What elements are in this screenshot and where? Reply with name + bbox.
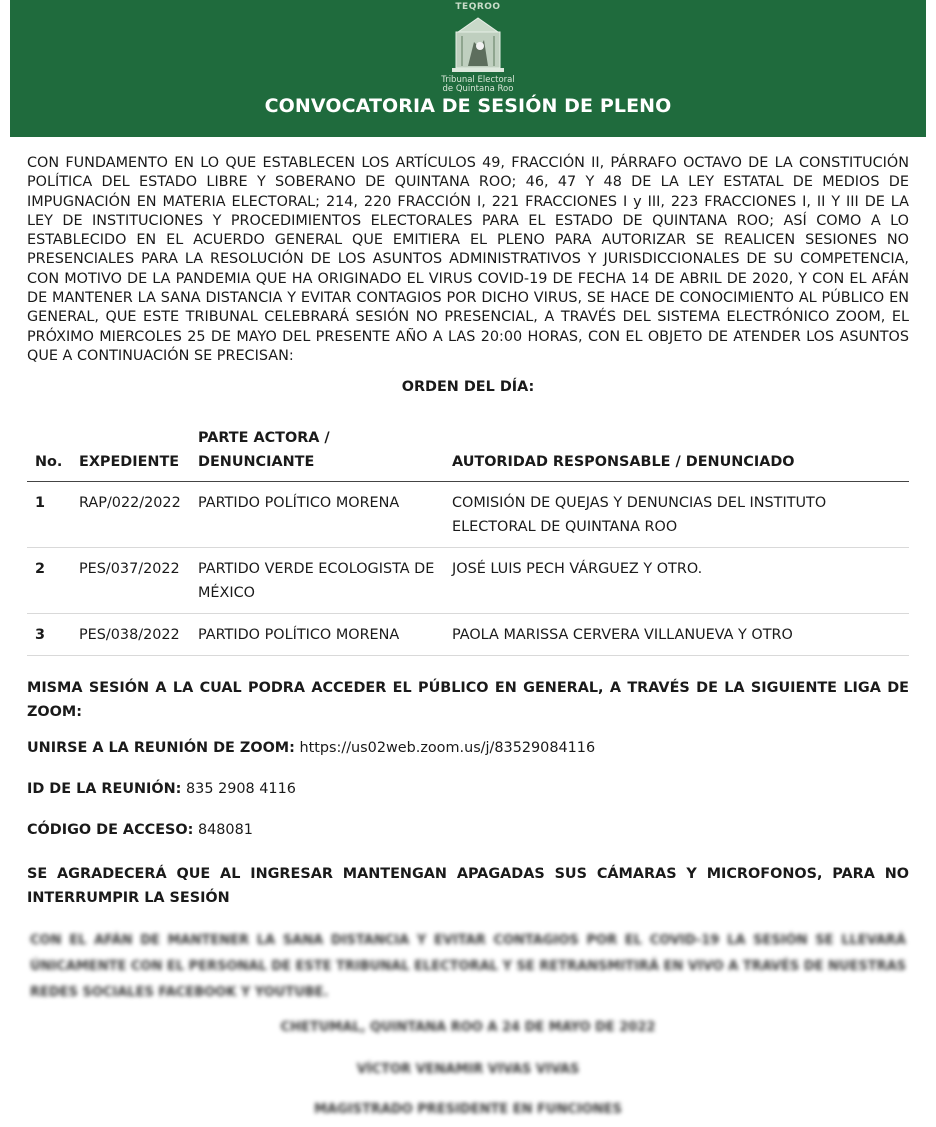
tribunal-logo [424,2,532,94]
zoom-code-value: 848081 [197,822,253,838]
blurred-paragraph: CON EL AFÁN DE MANTENER LA SANA DISTANCIA Y EVITAR CONTAGIOS POR EL COVID-19 LA SESIÓN SE LLEVARÁ ÚNICAMENTE CON EL PERSONAL DE ESTE TRIBUNAL ELECTORAL Y SE RETRANSMITIRÁ EN VIVO A TRAVÉS DE NUESTRAS REDES SOCIALES FACEBOOK Y YOUTUBE. [30,933,906,1000]
row-autoridad: JOSÉ LUIS PECH VÁRGUEZ Y OTRO. [452,561,703,577]
row-no: 3 [35,627,46,643]
row-divider [27,547,909,548]
intro-paragraph: CON FUNDAMENTO EN LO QUE ESTABLECEN LOS ARTÍCULOS 49, FRACCIÓN II, PÁRRAFO OCTAVO DE LA CONSTITUCIÓN POLÍTICA DEL ESTADO LIBRE Y SOBERANO DE QUINTANA ROO; 46, 47 Y 48 DE LA LEY ESTATAL DE MEDIOS DE IMPUGNACIÓN EN MATERIA ELECTORAL; 214, 220 FRACCIÓN I, 221 FRACCIONES I y III, 223 FRACCIONES I, II Y III DE LA LEY DE INSTITUCIONES Y PROCEDIMIENTOS ELECTORALES PARA EL ESTADO DE QUINTANA ROO; ASÍ COMO A LO ESTABLECIDO EN EL ACUERDO GENERAL QUE EMITIERA EL PLENO PARA AUTORIZAR SE REALICEN SESIONES NO PRESENCIALES PARA LA RESOLUCIÓN DE LOS ASUNTOS ADMINISTRATIVOS Y JURISDICCIONALES DE SU COMPETENCIA, CON MOTIVO DE LA PANDEMIA QUE HA ORIGINADO EL VIRUS COVID-19 DE FECHA 14 DE ABRIL DE 2020, Y CON EL AFÁN DE MANTENER LA SANA DISTANCIA Y EVITAR CONTAGIOS POR DICHO VIRUS, SE HACE DE CONOCIMIENTO AL PÚBLICO EN GENERAL, QUE ESTE TRIBUNAL CELEBRARÁ SESIÓN NO PRESENCIAL, A TRAVÉS DEL SISTEMA ELECTRÓNICO ZOOM, EL PRÓXIMO MIERCOLES 25 DE MAYO DEL PRESENTE AÑO A LAS 20:00 HORAS, CON EL OBJETO DE ATENDER LOS ASUNTOS QUE A CONTINUACIÓN SE PRECISAN: [27,155,909,364]
blurred-signer: VÍCTOR VENAMIR VIVAS VIVAS [356,1062,580,1077]
header-autoridad: AUTORIDAD RESPONSABLE / DENUNCIADO [452,454,795,470]
blurred-footer [0,918,936,1127]
camera-note: SE AGRADECERÁ QUE AL INGRESAR MANTENGAN APAGADAS SUS CÁMARAS Y MICROFONOS, PARA NO INTERRUMPIR LA SESIÓN [27,866,909,906]
row-expediente: PES/038/2022 [79,627,180,643]
page-title: CONVOCATORIA DE SESIÓN DE PLENO [264,95,672,117]
agenda-title: ORDEN DEL DÍA: [401,379,535,395]
header-divider [27,481,909,482]
row-expediente: RAP/022/2022 [79,495,181,511]
row-no: 1 [35,495,46,511]
zoom-id-line [27,781,909,797]
row-autoridad: PAOLA MARISSA CERVERA VILLANUEVA Y OTRO [452,627,793,643]
row-expediente: PES/037/2022 [79,561,180,577]
header-expediente: EXPEDIENTE [79,454,180,470]
row-no: 2 [35,561,46,577]
zoom-id-label: ID DE LA REUNIÓN: [27,781,182,797]
header-actora-2: DENUNCIANTE [198,454,315,470]
zoom-id-value: 835 2908 4116 [186,781,296,797]
row-divider [27,613,909,614]
zoom-code-label: CÓDIGO DE ACCESO: [27,822,194,838]
blurred-role: MAGISTRADO PRESIDENTE EN FUNCIONES [314,1102,622,1117]
row-actora: PARTIDO POLÍTICO MORENA [198,627,400,643]
row-autoridad-cont: ELECTORAL DE QUINTANA ROO [452,519,678,535]
row-actora: PARTIDO VERDE ECOLOGISTA DE [198,561,435,577]
zoom-join-label: UNIRSE A LA REUNIÓN DE ZOOM: [27,740,295,756]
logo-acronym: TEQROO [455,2,501,12]
row-actora-cont: MÉXICO [198,585,255,601]
row-actora: PARTIDO POLÍTICO MORENA [198,495,400,511]
public-access-note: MISMA SESIÓN A LA CUAL PODRA ACCEDER EL PÚBLICO EN GENERAL, A TRAVÉS DE LA SIGUIENTE LIGA DE ZOOM: [27,680,909,720]
row-autoridad: COMISIÓN DE QUEJAS Y DENUNCIAS DEL INSTITUTO [452,495,827,511]
building-emblem-icon [424,12,532,82]
logo-subtitle-1: Tribunal Electoral [441,75,515,85]
zoom-join-line [27,740,909,756]
logo-subtitle-2: de Quintana Roo [442,84,514,94]
zoom-code-line [27,822,909,838]
row-divider [27,655,909,656]
header-no: No. [35,454,63,470]
header-actora-1: PARTE ACTORA / [198,430,330,446]
blurred-place-date: CHETUMAL, QUINTANA ROO A 24 DE MAYO DE 2022 [280,1020,656,1035]
zoom-join-link[interactable]: https://us02web.zoom.us/j/83529084116 [299,740,596,756]
header-banner [10,0,926,137]
